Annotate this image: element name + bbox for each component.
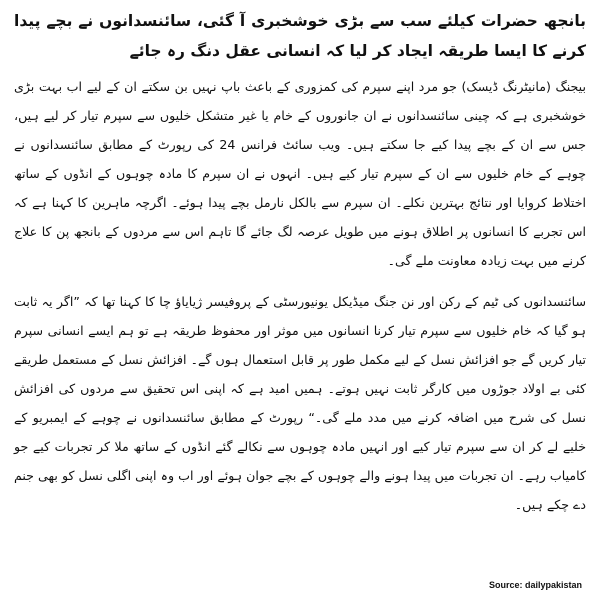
article-paragraph-1: بیجنگ (مانیٹرنگ ڈیسک) جو مرد اپنے سپرم کی کمزوری کے باعث باپ نہیں بن سکتے ان کے لیے اب بہت بڑی خوشخبری ہے کہ چینی سائنسدانوں نے ان جانوروں کے خام یا غیر متشکل خلیوں سے سپرم تیار کر لیے ہیں، جس سے ان کے بچے پیدا کیے جا سکتے ہیں۔ ویب سائٹ فرانس 24 کی رپورٹ کے مطابق سائنسدانوں نے چوہے کے خام خلیوں سے ان کے سپرم تیار کیے ہیں۔ انہوں نے ان سپرم کا مادہ چوہوں کے انڈوں کے ساتھ اختلاط کروایا اور نتائج بہترین نکلے۔ ان سپرم سے بالکل نارمل بچے پیدا ہوئے۔ اگرچہ ماہرین کا کہنا ہے کہ اس تجربے کا انسانوں پر اطلاق ہونے میں طویل عرصہ لگ جائے گا تاہم اس سے مردوں کے بانجھ پن کا علاج کرنے میں بہت زیادہ معاونت ملے گی۔	[14, 79, 586, 268]
source-credit: Source: dailypakistan	[488, 580, 582, 590]
article-paragraph-2: سائنسدانوں کی ٹیم کے رکن اور نن جنگ میڈیکل یونیورسٹی کے پروفیسر ژیایاؤ چا کا کہنا تھا کہ ”اگر یہ ثابت ہو گیا کہ خام خلیوں سے سپرم تیار کرنا انسانوں میں موثر اور محفوظ طریقہ ہے تو ہم ایسے انسانی سپرم تیار کریں گے جو افزائش نسل کے لیے مکمل طور پر قابل استعمال ہوں گے۔ افزائش نسل کے مستعمل طریقے کئی بے اولاد جوڑوں میں کارگر ثابت نہیں ہوتے۔ ہمیں امید ہے کہ اپنی اس تحقیق سے مردوں کی افزائش نسل کی شرح میں اضافہ کرنے میں مدد ملے گی۔“ رپورٹ کے مطابق سائنسدانوں نے چوہے کے ایمبریو کے خلیے لے کر ان سے سپرم تیار کیے اور انہیں مادہ چوہوں سے نکالے گئے انڈوں کے ساتھ ملا کر تجربات کیے جو کامیاب رہے۔ ان تجربات میں پیدا ہونے والے چوہوں کے بچے جوان ہوئے اور اب وہ اپنی اگلی نسل کو بھی جنم دے چکے ہیں۔	[14, 294, 586, 512]
article-headline: بانجھ حضرات کیلئے سب سے بڑی خوشخبری آ گئی، سائنسدانوں نے بچے پیدا کرنے کا ایسا طریقہ ایجاد کر لیا کہ انسانی عقل دنگ رہ جائے	[14, 12, 586, 60]
